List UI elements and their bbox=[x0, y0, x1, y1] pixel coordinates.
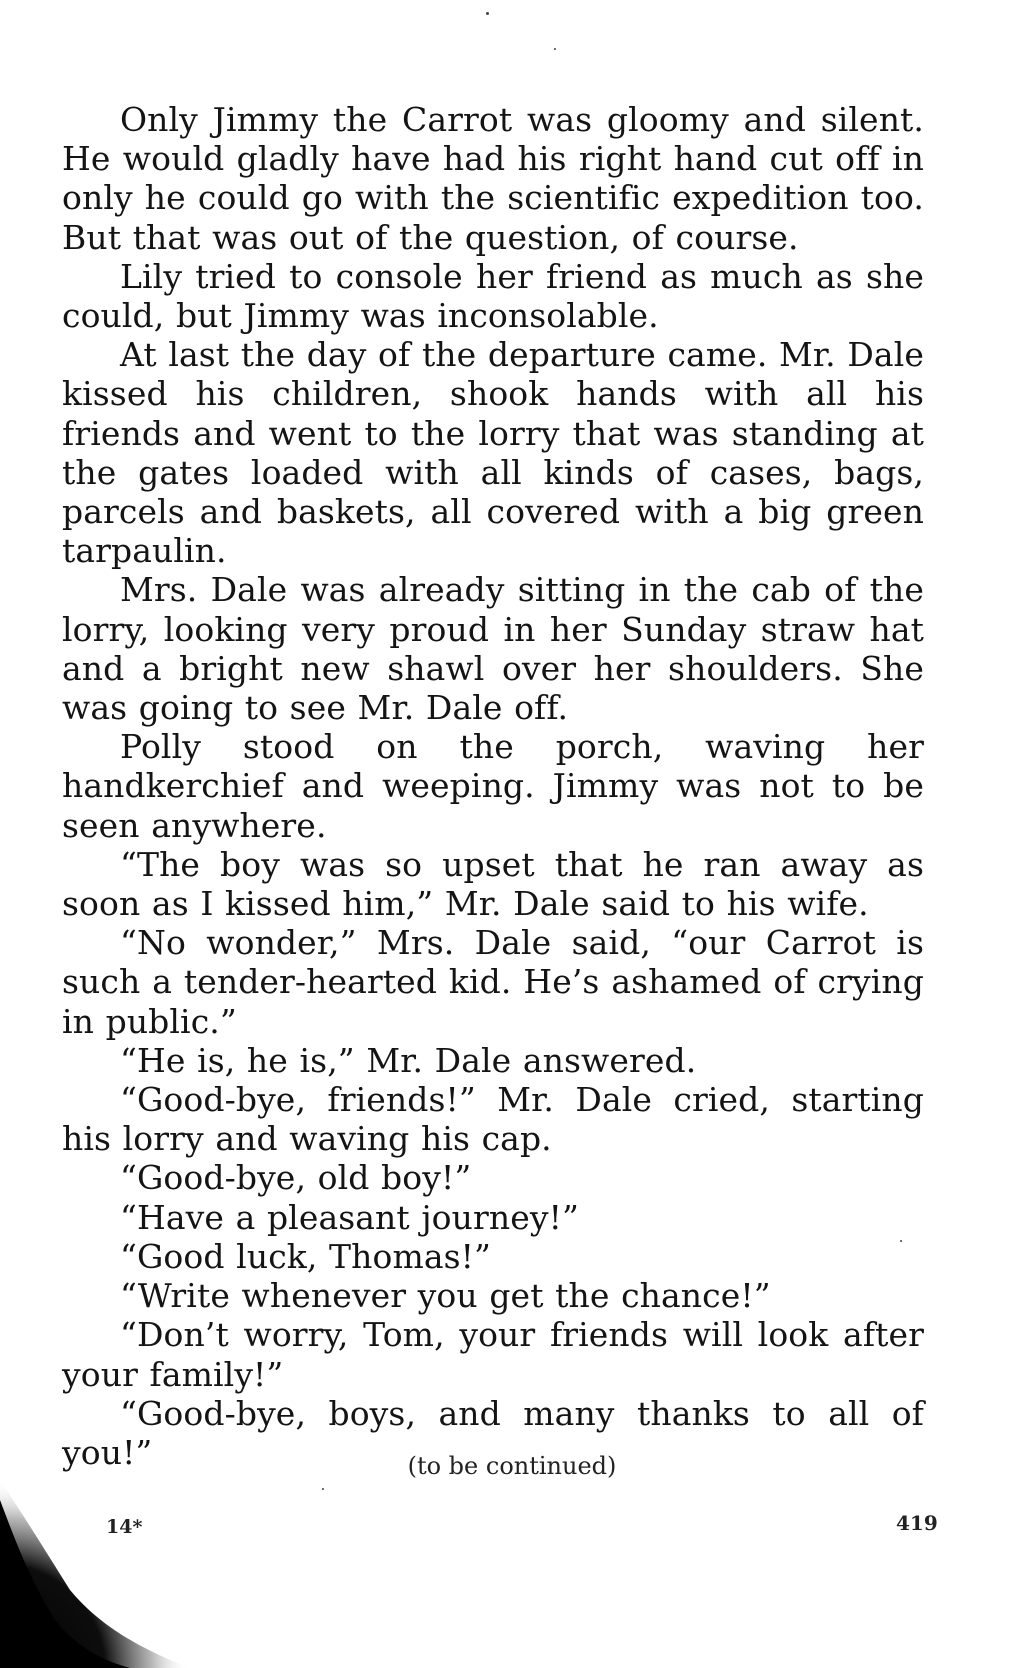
paragraph: “Good luck, Thomas!” bbox=[120, 1236, 492, 1276]
signature-mark: 14* bbox=[106, 1516, 143, 1538]
paragraph: “Don’t worry, Tom, your friends will look after your family!” bbox=[62, 1315, 924, 1394]
paragraph: “Good-bye, friends!” Mr. Dale cried, starting his lorry and waving his cap. bbox=[62, 1080, 924, 1159]
paragraph: “No wonder,” Mrs. Dale said, “our Carrot is such a tender-hearted kid. He’s ashamed of crying in public.” bbox=[62, 923, 924, 1041]
paragraph: “Write whenever you get the chance!” bbox=[120, 1276, 771, 1316]
paragraph: “Have a pleasant journey!” bbox=[120, 1197, 579, 1237]
paragraph: Mrs. Dale was already sitting in the cab of the lorry, looking very proud in her Sunday straw hat and a bright new shawl over her shoulders. She was going to see Mr. Dale off. bbox=[62, 570, 924, 728]
paragraph: “The boy was so upset that he ran away as soon as I kissed him,” Mr. Dale said to his wife. bbox=[62, 844, 924, 924]
paragraph: At last the day of the departure came. Mr. Dale kissed his children, shook hands with all his friends and went to the lorry that was standing at the gates loaded with all kinds of cases, bags, parcels and baskets, all covered with a big green tarpaulin. bbox=[62, 335, 924, 571]
paragraph: Only Jimmy the Carrot was gloomy and silent. He would gladly have had his right hand cut off in only he could go with the scientific expedition too. But that was out of the question, of course. bbox=[62, 100, 924, 257]
scan-speck bbox=[486, 12, 489, 15]
scan-speck bbox=[554, 48, 556, 50]
paragraph: Lily tried to console her friend as much as she could, but Jimmy was inconsolable. bbox=[62, 256, 924, 336]
scan-edge-shadow bbox=[0, 1480, 200, 1668]
paragraph: “Good-bye, old boy!” bbox=[120, 1158, 472, 1198]
body-text bbox=[62, 100, 924, 1472]
continued-note: (to be continued) bbox=[407, 1452, 617, 1480]
paragraph: Polly stood on the porch, waving her handkerchief and weeping. Jimmy was not to be seen anywhere. bbox=[62, 727, 924, 845]
scan-speck bbox=[322, 1488, 324, 1490]
paragraph: “Good-bye, boys, and many thanks to all of you!” bbox=[62, 1393, 924, 1472]
page-number: 419 bbox=[896, 1511, 938, 1535]
paragraph: “He is, he is,” Mr. Dale answered. bbox=[120, 1040, 697, 1080]
scan-speck bbox=[900, 1240, 902, 1242]
